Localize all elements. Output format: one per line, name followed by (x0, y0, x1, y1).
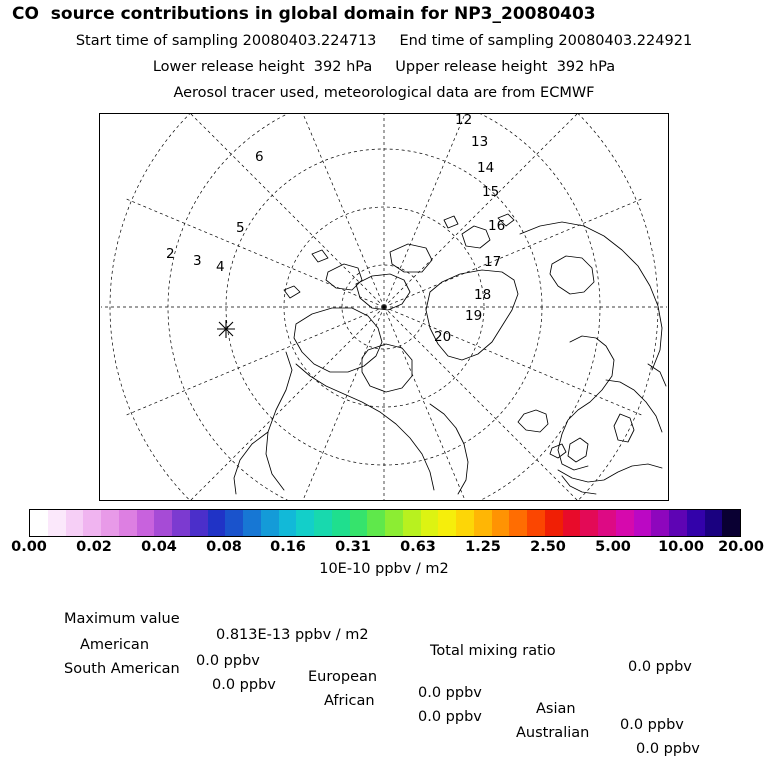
max-value-label: Maximum value (64, 611, 180, 627)
colorbar-swatch-36 (669, 510, 687, 536)
colorbar-swatch-31 (580, 510, 598, 536)
colorbar-tick-9: 5.00 (595, 539, 631, 555)
colorbar-tick-6: 0.63 (400, 539, 436, 555)
release-site-marker (217, 320, 235, 338)
region-south-american-value: 0.0 ppbv (212, 677, 276, 693)
colorbar (29, 509, 741, 537)
colorbar-swatch-27 (509, 510, 527, 536)
colorbar-tick-3: 0.08 (206, 539, 242, 555)
colorbar-swatch-33 (616, 510, 634, 536)
colorbar-swatch-20 (385, 510, 403, 536)
region-asian-value: 0.0 ppbv (620, 717, 684, 733)
colorbar-swatch-23 (438, 510, 456, 536)
region-asian-label: Asian (536, 701, 576, 717)
colorbar-swatch-35 (651, 510, 669, 536)
colorbar-tick-4: 0.16 (270, 539, 306, 555)
grid-label-14: 14 (477, 160, 495, 176)
colorbar-swatch-30 (563, 510, 581, 536)
colorbar-swatch-14 (279, 510, 297, 536)
grid-label-12: 12 (455, 113, 473, 128)
footer-row-regions-2 (0, 645, 768, 773)
sampling-time-line: Start time of sampling 20080403.224713 End time of sampling 20080403.224921 (75, 33, 693, 49)
colorbar-tick-8: 2.50 (530, 539, 566, 555)
colorbar-swatch-9 (190, 510, 208, 536)
colorbar-swatch-7 (154, 510, 172, 536)
colorbar-swatch-22 (421, 510, 439, 536)
colorbar-swatch-11 (225, 510, 243, 536)
colorbar-swatch-38 (705, 510, 723, 536)
colorbar-swatch-6 (137, 510, 155, 536)
grid-label-4: 4 (216, 259, 225, 275)
region-australian-value: 0.0 ppbv (636, 741, 700, 757)
colorbar-swatch-26 (492, 510, 510, 536)
grid-label-5: 5 (236, 220, 245, 236)
colorbar-tick-2: 0.04 (141, 539, 177, 555)
colorbar-swatch-15 (296, 510, 314, 536)
grid-label-17: 17 (484, 254, 502, 270)
polar-map-panel (99, 113, 669, 501)
colorbar-swatch-39 (722, 510, 740, 536)
colorbar-swatch-28 (527, 510, 545, 536)
colorbar-swatch-21 (403, 510, 421, 536)
colorbar-swatch-29 (545, 510, 563, 536)
region-american-value: 0.0 ppbv (196, 653, 260, 669)
colorbar-swatch-32 (598, 510, 616, 536)
grid-label-13: 13 (471, 134, 489, 150)
grid-label-15: 15 (482, 184, 500, 200)
region-european-label: European (308, 669, 378, 685)
colorbar-swatch-1 (48, 510, 66, 536)
colorbar-tick-10: 10.00 (658, 539, 704, 555)
graticule-group (101, 114, 667, 500)
colorbar-tick-7: 1.25 (465, 539, 501, 555)
map-svg (100, 114, 668, 500)
region-south-american-label: South American (64, 661, 180, 677)
grid-label-3: 3 (193, 253, 202, 269)
colorbar-swatch-4 (101, 510, 119, 536)
colorbar-swatch-25 (474, 510, 492, 536)
colorbar-tick-1: 0.02 (76, 539, 112, 555)
colorbar-swatch-0 (30, 510, 48, 536)
colorbar-swatch-16 (314, 510, 332, 536)
colorbar-unit-label: 10E-10 ppbv / m2 (319, 561, 449, 577)
colorbar-swatch-8 (172, 510, 190, 536)
colorbar-tick-5: 0.31 (335, 539, 371, 555)
region-australian-label: Australian (516, 725, 590, 741)
tracer-meteo-line: Aerosol tracer used, meteorological data are from ECMWF (173, 85, 595, 101)
page-title: CO source contributions in global domain for NP3_20080403 (12, 4, 596, 24)
colorbar-tick-0: 0.00 (11, 539, 47, 555)
colorbar-swatch-12 (243, 510, 261, 536)
grid-label-19: 19 (465, 308, 483, 324)
colorbar-swatch-18 (350, 510, 368, 536)
grid-label-16: 16 (488, 218, 506, 234)
colorbar-swatch-3 (83, 510, 101, 536)
max-value: 0.813E-13 ppbv / m2 (216, 627, 369, 643)
colorbar-swatch-5 (119, 510, 137, 536)
coastlines-group (234, 214, 666, 494)
total-mixing-ratio-value: 0.0 ppbv (628, 659, 692, 675)
colorbar-swatch-37 (687, 510, 705, 536)
release-height-line: Lower release height 392 hPa Upper release height 392 hPa (152, 59, 616, 75)
colorbar-swatch-19 (367, 510, 385, 536)
colorbar-tick-labels (0, 539, 768, 557)
grid-label-2: 2 (166, 246, 175, 262)
colorbar-swatch-2 (66, 510, 84, 536)
colorbar-swatch-13 (261, 510, 279, 536)
colorbar-swatch-34 (634, 510, 652, 536)
colorbar-tick-11: 20.00 (718, 539, 764, 555)
region-american-label: American (80, 637, 150, 653)
grid-label-6: 6 (255, 149, 264, 165)
grid-label-20: 20 (434, 329, 452, 345)
region-african-value: 0.0 ppbv (418, 709, 482, 725)
region-european-value: 0.0 ppbv (418, 685, 482, 701)
colorbar-swatch-17 (332, 510, 350, 536)
total-mixing-ratio-label: Total mixing ratio (430, 643, 556, 659)
colorbar-swatch-10 (208, 510, 226, 536)
colorbar-swatch-24 (456, 510, 474, 536)
region-african-label: African (324, 693, 375, 709)
grid-label-18: 18 (474, 287, 492, 303)
